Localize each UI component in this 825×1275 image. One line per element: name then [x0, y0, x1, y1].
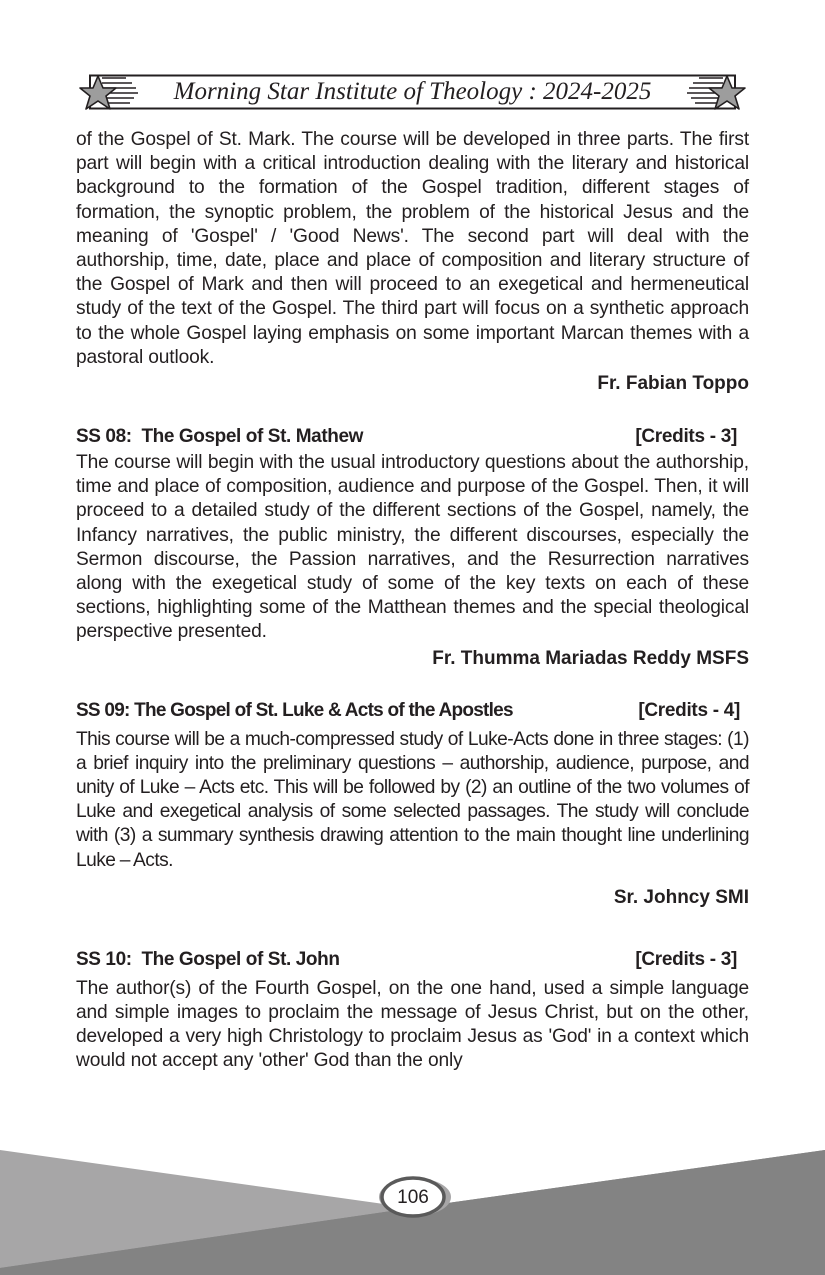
course-description: The course will begin with the usual introductory questions about the authorship, time and place of composition, audience and purpose of the Gospel. Then, it will proceed to a detailed study of the different sections of the Gospel, namely, the Infancy narratives, the public ministry, the different discourses, especially the Sermon discourse, the Passion narratives, and the Resurrection narratives along with the exegetical study of some of the key texts on each of these sections, highlighting some of the Matthean themes and the special theological perspective presented.: [76, 452, 749, 643]
running-header: [76, 74, 749, 110]
course-description: The author(s) of the Fourth Gospel, on the one hand, used a simple language and simple images to proclaim the message of Jesus Christ, but on the other, developed a very high Christology to proclaim Jesus as 'God' in a context which would not accept any 'other' God than the only: [76, 977, 749, 1072]
header-title: Morning Star Institute of Theology : 2024-2025: [173, 78, 652, 105]
course-title: SS 10: The Gospel of St. John: [76, 948, 340, 970]
course-heading: [76, 948, 749, 972]
course-instructor: Sr. Johncy SMI: [613, 886, 749, 908]
course-description: This course will be a much-compressed study of Luke-Acts done in three stages: (1) a brief inquiry into the preliminary questions – authorship, audience, purpose, and unity of Luke – Acts etc. This will be followed by (2) an outline of the two volumes of Luke and exegetical analysis of some selected passages. The study will conclude with (3) a summary synthesis drawing attention to the main thought line underlining Luke – Acts.: [76, 728, 749, 871]
course-credits: [Credits - 4]: [638, 699, 740, 721]
course-instructor: Fr. Fabian Toppo: [597, 373, 749, 395]
page-number: 106: [397, 1187, 429, 1208]
course-credits: [Credits - 3]: [635, 948, 737, 970]
page-content: [76, 128, 749, 1074]
section-ss10: [76, 948, 749, 1074]
course-credits: [Credits - 3]: [635, 426, 737, 448]
course-title: SS 09: The Gospel of St. Luke & Acts of the Apostles: [76, 699, 513, 721]
section-ss09: [76, 699, 749, 910]
section-ss08: [76, 425, 749, 671]
course-description: of the Gospel of St. Mark. The course will be developed in three parts. The first part will begin with a critical introduction dealing with the literary and historical background to the formation of the Gospel tradition, different stages of formation, the synoptic problem, the problem of the historical Jesus and the meaning of 'Gospel' / 'Good News'. The second part will deal with the authorship, time, date, place and place of composition and literary structure of the Gospel of Mark and then will proceed to an exegetical and hermeneutical study of the text of the Gospel. The third part will focus on a synthetic approach to the whole Gospel laying emphasis on some important Marcan themes with a pastoral outlook.: [76, 129, 749, 368]
course-instructor: Fr. Thumma Mariadas Reddy MSFS: [432, 647, 749, 669]
course-title: SS 08: The Gospel of St. Mathew: [76, 426, 364, 448]
course-heading: [76, 699, 749, 723]
page-footer: [0, 1140, 825, 1275]
course-heading: [76, 425, 749, 449]
section-ss07-continued: [76, 128, 749, 396]
